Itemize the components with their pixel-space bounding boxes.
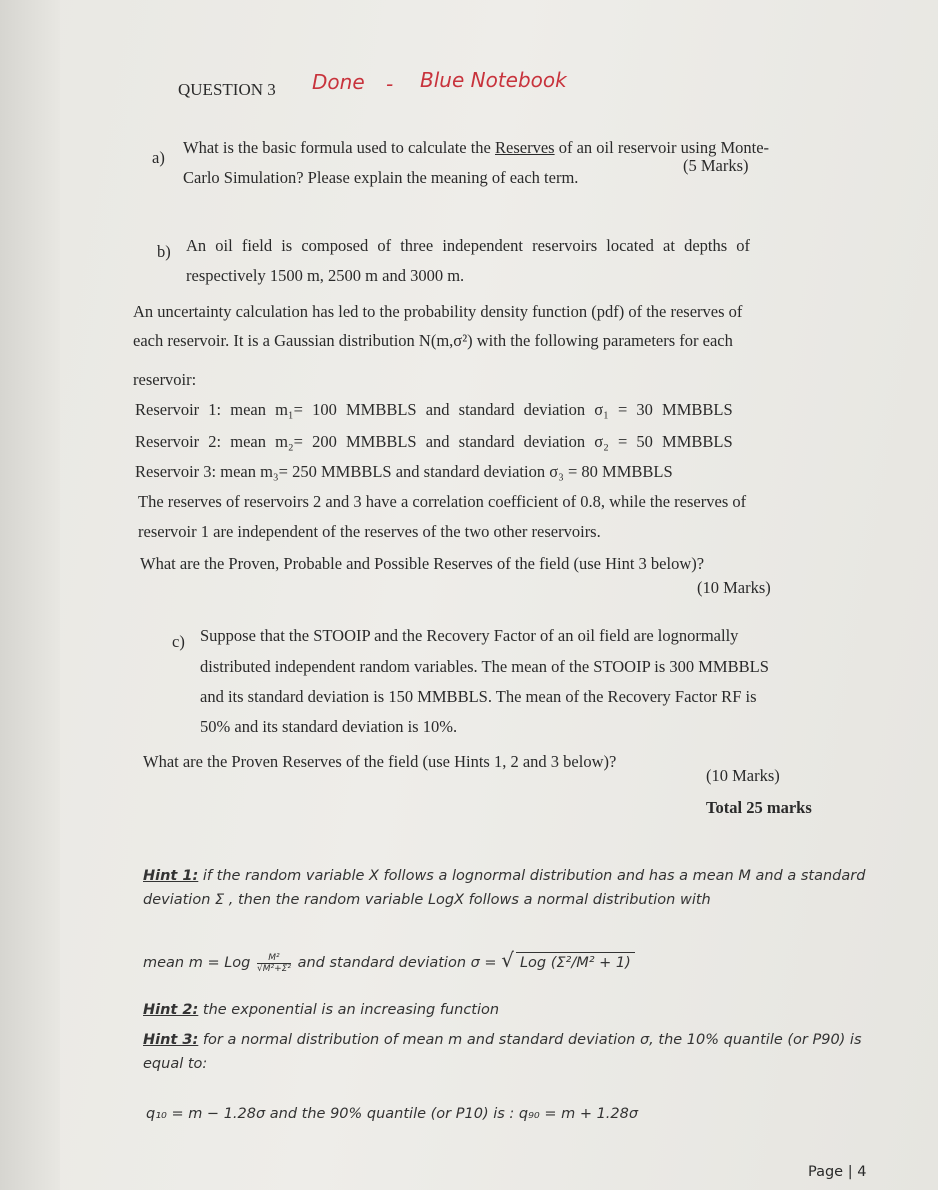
reserves-underlined: Reserves xyxy=(495,138,555,157)
page-edge-shadow xyxy=(0,0,60,1190)
page-number: Page | 4 xyxy=(808,1164,867,1180)
hint-3-label: Hint 3: xyxy=(143,1032,199,1048)
part-c-line-1: Suppose that the STOOIP and the Recovery Factor of an oil field are lognormally xyxy=(200,626,739,645)
fraction-denominator: √M²+Σ² xyxy=(257,963,291,974)
part-a-text-after: of an oil reservoir using Monte- xyxy=(554,138,770,157)
part-c-line-3: and its standard deviation is 150 MMBBLS. The mean of the Recovery Factor RF is xyxy=(200,687,757,706)
fraction-numerator: M² xyxy=(257,953,291,964)
part-c-question: What are the Proven Reserves of the field (use Hints 1, 2 and 3 below)? xyxy=(143,752,617,771)
part-b-marks: (10 Marks) xyxy=(697,578,771,597)
part-a-line-2: Carlo Simulation? Please explain the meaning of each term. xyxy=(183,168,579,187)
part-b-label: b) xyxy=(157,242,171,261)
correlation-line-2: reservoir 1 are independent of the reserves of the two other reservoirs. xyxy=(138,522,601,541)
hint-3-formula: q₁₀ = m − 1.28σ and the 90% quantile (or P10) is : q₉₀ = m + 1.28σ xyxy=(146,1106,639,1122)
part-b-para-3: reservoir: xyxy=(133,370,197,389)
part-c-line-4: 50% and its standard deviation is 10%. xyxy=(200,717,458,736)
reservoir-1-params: Reservoir 1: mean m₁= 100 MMBBLS and standard deviation σ₁ = 30 MMBBLS xyxy=(135,400,733,419)
total-marks: Total 25 marks xyxy=(706,798,812,817)
hint-2 xyxy=(143,1000,499,1020)
hint-1-line-2: deviation Σ , then the random variable LogX follows a normal distribution with xyxy=(143,892,711,908)
reservoir-3-params: Reservoir 3: mean m₃= 250 MMBBLS and standard deviation σ₃ = 80 MMBBLS xyxy=(135,462,673,481)
part-c-line-2: distributed independent random variables. The mean of the STOOIP is 300 MMBBLS xyxy=(200,657,769,676)
part-a-label: a) xyxy=(152,148,165,167)
hint-1-mid: and standard deviation σ = xyxy=(297,955,502,971)
handwritten-done: Done xyxy=(312,70,365,94)
part-b-question: What are the Proven, Probable and Possible Reserves of the field (use Hint 3 below)? xyxy=(140,554,705,573)
part-c-marks: (10 Marks) xyxy=(706,766,780,785)
correlation-line-1: The reserves of reservoirs 2 and 3 have a correlation coefficient of 0.8, while the reserves of xyxy=(138,492,747,511)
part-b-line-2: respectively 1500 m, 2500 m and 3000 m. xyxy=(186,266,465,285)
hint-1-line-1 xyxy=(143,866,865,886)
sqrt-sign-icon: √ xyxy=(501,948,514,972)
hint-2-text: the exponential is an increasing function xyxy=(198,1002,500,1018)
part-a-text: What is the basic formula used to calculate the xyxy=(183,138,496,157)
part-c-label: c) xyxy=(172,632,185,651)
hint-3-line-1 xyxy=(143,1030,862,1050)
reservoir-2-params: Reservoir 2: mean m₂= 200 MMBBLS and standard deviation σ₂ = 50 MMBBLS xyxy=(135,432,733,451)
hint-1-text: if the random variable X follows a lognormal distribution and has a mean M and a standard xyxy=(198,868,866,884)
part-a-marks: (5 Marks) xyxy=(683,156,749,175)
hint-1-fraction xyxy=(257,953,291,974)
question-title: QUESTION 3 xyxy=(178,80,276,99)
part-b-para-1: An uncertainty calculation has led to the probability density function (pdf) of the reserves of xyxy=(133,302,743,321)
hint-3-text: for a normal distribution of mean m and standard deviation σ, the 10% quantile (or P90) is xyxy=(198,1032,862,1048)
part-b-para-2: each reservoir. It is a Gaussian distribution N(m,σ²) with the following parameters for each xyxy=(133,331,733,350)
hint-1-label: Hint 1: xyxy=(143,868,199,884)
hint-3-line-2: equal to: xyxy=(143,1056,208,1072)
handwritten-blue-notebook: Blue Notebook xyxy=(420,68,567,92)
hint-1-formula xyxy=(143,950,635,974)
part-b-line-1: An oil field is composed of three independent reservoirs located at depths of xyxy=(186,236,751,255)
hint-2-label: Hint 2: xyxy=(143,1002,199,1018)
sqrt-content: Log (Σ²/M² + 1) xyxy=(516,952,635,973)
part-a-line-1 xyxy=(183,138,769,158)
hint-1-mean-prefix: mean m = Log xyxy=(143,955,251,971)
handwritten-dash: - xyxy=(386,72,394,96)
